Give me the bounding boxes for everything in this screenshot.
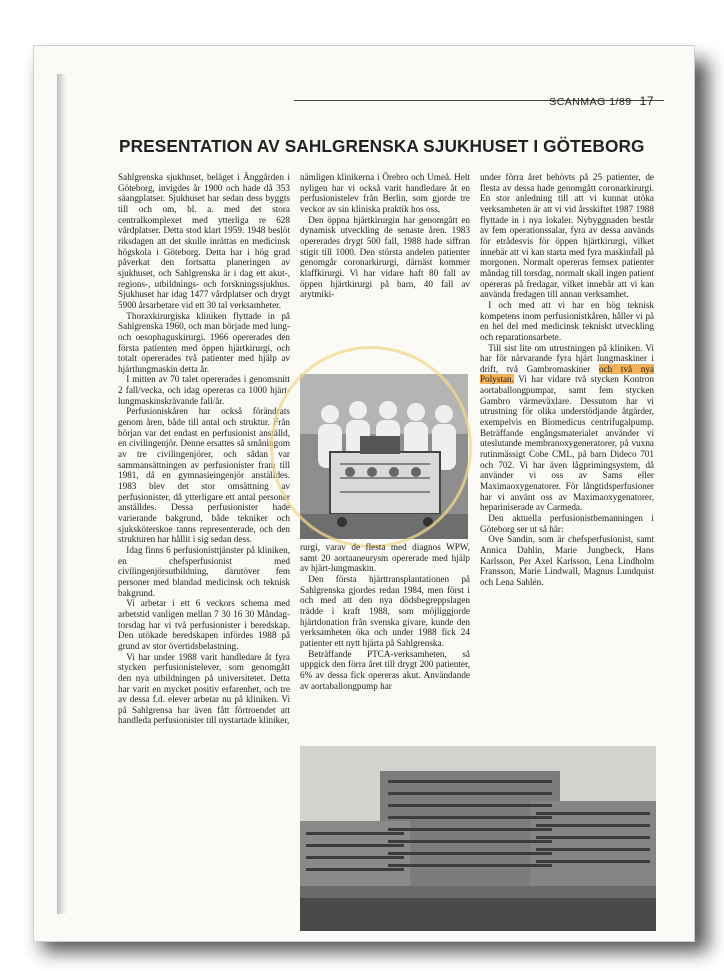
paragraph: rurgi, varav de flesta med diagnos WPW, samt 20 aortaaneurysm opererade med hjälp av hjärt-lungmaskin. (300, 542, 470, 574)
paragraph: Den aktuella perfusionistbemanningen i Göteborg ser ut så här: (480, 513, 654, 534)
column-3 (480, 172, 654, 768)
paragraph (480, 343, 654, 514)
paragraph: Beträffande PTCA-verksamheten, så uppgick den förra året till drygt 200 patienter, 6% av dessa fick opereras akut. Användande av aortaballongpump har (300, 648, 470, 691)
binding-spine (57, 74, 67, 914)
paragraph: Den öppna hjärtkirurgin har genomgått en dynamisk utveckling de senaste åren. 1983 opererades drygt 500 fall, 1988 hade siffran stigit till 1000. Den största andelen patienter genomgår coronarkirurgi, därnäst kommer klaffkirurgi. Vi har vidare haft 80 fall av öppen hjärtkirurgi på barn, 40 fall av arytmiki- (300, 214, 470, 300)
paragraph: Vi arbetar i ett 6 veckors schema med arbetstid vanligen mellan 7 30 16 30 Måndag-torsdag har vi två perfusionister i beredskap. Den utökade beredskapen infördes 1988 på grund av stor övertidsbelastning. (118, 598, 290, 651)
paragraph: I och med att vi har en hög teknisk kompetens inom perfusionistkåren, håller vi på en hel del med medicinsk tekniskt utveckling och reparationsarbete. (480, 299, 654, 342)
paragraph: Thoraxkirurgiska kliniken flyttade in på Sahlgrenska 1960, och man började med lung- och oesophaguskirurgi. 1966 opererades den första patienten med öppen hjärtkirurgi, och totalt opererades två patienter med hjälp av hjärtlungmaskin detta år. (118, 310, 290, 374)
column-2-top (300, 172, 470, 372)
paragraph: Ove Sandin, som är chefsperfusionist, samt Annica Dahlin, Marie Jungbeck, Hans Karlsson, Per Axel Karlsson, Lena Lindholm Fransson, Marie Lindwall, Magnus Lundquist och Lena Sahlén. (480, 534, 654, 587)
text-run: Till sist lite om utrustningen på kliniken. Vi har för närvarande fyra hjärt lungmaskiner i drift, två Gambromaskiner (480, 342, 654, 374)
magazine-page (33, 45, 695, 942)
hospital-building-photo (300, 746, 656, 931)
column-2-bottom (300, 542, 470, 722)
paragraph: Perfusioniskåren har också förändrats genom åren, både till antal och struktur. Från början var det endast en perfusionist anställd, en civilingenjör. Denne ersattes så småningom av tre civilingenjörer, och sådan var sammansättningen av perfusionister fram till 1981, då en gymnasieingenjör anställdes. 1983 blev det stor omsättning av perfusionister, då ytterligare ett antal personer anställdes. Dessa perfusionister hade varierande bakgrund, både tekniker och sjuksköterskoe tanns representerade, och den strukturen har hållit i sig sedan dess. (118, 406, 290, 545)
column-1 (118, 172, 290, 937)
paragraph: I mitten av 70 talet opererades i genomsnitt 2 fall/vecka, och idag opereras ca 1000 hjärt-lungmaskinskrävande fall/år. (118, 374, 290, 406)
paragraph: nämligen klinikerna i Örebro och Umeå. Helt nyligen har vi också varit handledare åt en perfusionistelev från Berlin, som gjorde tre veckor av sin kliniska praktik hos oss. (300, 172, 470, 214)
paragraph: under förra året behövts på 25 patienter, de flesta av dessa hade genomgått coronarkirurgi. En stor anledning till att vi kunnat utöka verksamheten är att vi vid årsskiftet 1987 1988 flyttade in i nya lokaler. Nybyggnaden består av fem operationssalar, fyra av dessa används för etrådesvis för öppen hjärtkirurgi, vilket innebär att vi kan starta med fyra maskinfall på morgonen. Normalt opereras femsex patienter måndag till torsdag, normalt skall ingen patient opereras på fredagar, vilket innebär att vi kan använda fredagen till annan verksamhet. (480, 172, 654, 300)
paragraph: Idag finns 6 perfusionisttjänster på kliniken, en chefsperfusionist med civilingenjörsutbildning, därutöver fem personer med blandad medicinsk och teknisk bakgrund. (118, 544, 290, 598)
article-title: PRESENTATION AV SAHLGRENSKA SJUKHUSET I GÖTEBORG (119, 136, 645, 156)
paragraph: Den första hjärttransplantationen på Sahlgrenska gjordes redan 1984, men först i och med att den nya dödsbegreppslagen trädde i kraft 1988, som möjliggjorde hjärtdonation från svenska givare, kunde den verksamheten öka och under 1988 fick 24 patienter ett nytt hjärta på Sahlgrenska. (300, 573, 470, 648)
magazine-issue: SCANMAG 1/89 (549, 96, 632, 108)
page-number: 17 (639, 94, 654, 108)
paragraph: Sahlgrenska sjukhuset, beläget i Änggården i Göteborg, invigdes år 1900 och hade då 353 säangplatser. Sjukhuset har sedan dess byggts till och om, bl. a. med det stora centralkomplexet med ytterliga re 628 vårdplatser. Detta stod klart 1959. 1948 beslöt riksdagen att det skulle inrättas en medicinsk högskola i Göteborg. Detta har i hög grad påverkat den fortsatta planeringen av sjukhuset, och Sahlgrenska är i dag ett akut-, regions-, utbildnings- och forskningssjukhus. Sjukhuset har idag 1477 vårdplatser och drygt 5900 årsarbetare vid ett 30 tal verksamheter. (118, 172, 290, 310)
highlighted-text: och två nya Polystan. (480, 363, 654, 385)
text-run: Vi har vidare två stycken Kontron aortaballongpumpar, samt fem stycken Gambro värmeväxlare. Dessutom har vi utrustning för olika understödjande åtgärder, exempelvis en Biomedicus centrifugalpump. Beträffande engångsmaterialet använder vi uteslutande membranoxygeneratorer, på vuxna rutinmässigt Cobe CML, på barn Dideco 701 och 702. Vi har även lågprimingsystem, då använder vi oss av Sams eller Maximaoxygenatorer. För långtidsperfusioner har vi använt oss av Maximaoxygenatorer, hepariniserade av Carmeda. (480, 374, 654, 513)
paragraph: Vi har under 1988 varit handledare åt fyra stycken perfusionistelever, som genomgått den nya utbildningen på universitetet. Detta har varit en mycket positiv erfarenhet, och tre av dessa f.d. elever arbetar nu på kliniken. Vi på Sahlgrensa har även fått förtroendet att handleda perfusionister till nystartade kliniker, (118, 651, 290, 726)
staff-photo (300, 374, 468, 539)
page-header (549, 94, 654, 108)
